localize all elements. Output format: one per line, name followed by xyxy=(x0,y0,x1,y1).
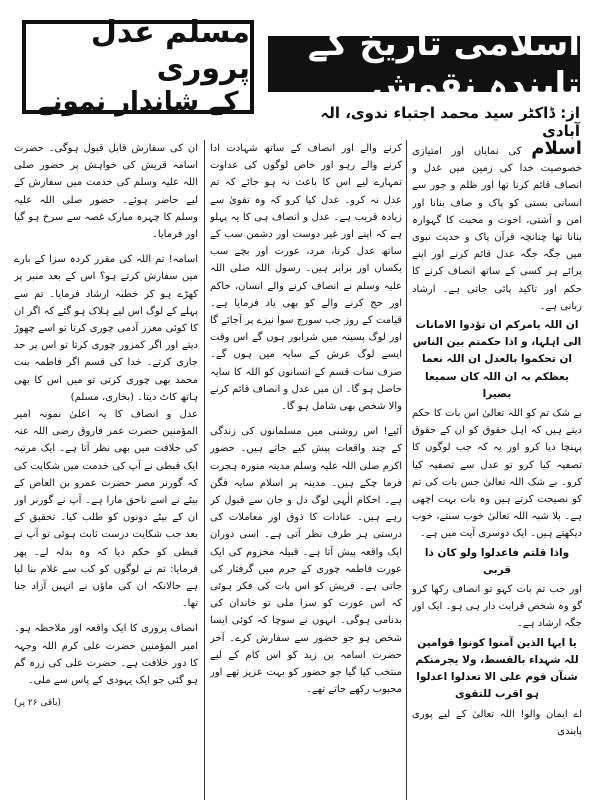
article-column-middle xyxy=(210,140,402,800)
paragraph: بے شک تم کو اللہ تعالیٰ اس بات کا حکم دیتے ہیں کہ اہل حقوق کو ان کے حقوق پہنچا دیا کرو اور یہ کہ جب لوگوں کا تصفیہ کیا کرو تو عدل سے تصفیہ کیا کرو۔ بے شک اللہ تعالیٰ جس بات کی تم کو نصیحت کرتے ہیں وہ بات بہت اچھی ہے۔ بلا شبہ اللہ تعالیٰ خوب سنتے، خوب دیکھتے ہیں۔ ایک دوسری آیت میں ہے۔ xyxy=(412,408,582,540)
article-column-left xyxy=(14,140,198,800)
paragraph: آئیے! اس روشنی میں مسلمانوں کی زندگی کے چند واقعات پیش کیے جاتے ہیں۔ حضور اکرم صلی اللہ علیہ وسلم مدینہ منورہ ہجرت فرما چکے ہیں۔ مدینہ پر اسلام سایہ فگن ہے۔ احکام الٰہی لوگ دل و جان سے قبول کر رہے ہیں۔ عبادات کا ذوق اور معاملات کی درستی ہر طرف نظر آتی ہے۔ اسی دوران ایک واقعہ پیش آتا ہے۔ قبیلہ مخزوم کی ایک عورت فاطمہ چوری کے جرم میں گرفتار کی جاتی ہے۔ قریش کو اس بات کی فکر ہوئی کہ اس عورت کو سزا ملی تو خاندان کی بدنامی ہوگی۔ انہوں نے سوچا کہ کوئی ایسا شخص ہو جو حضور سے سفارش کرے۔ آخر حضرت اسامہ بن زید کو اس کام کے لیے منتخب کیا گیا جو حضور کو بہت عزیز تھے اور محبوب رکھے جاتے تھے۔ xyxy=(210,426,402,696)
column-divider xyxy=(406,140,407,800)
article-column-right xyxy=(412,140,582,800)
paragraph: ان کی سفارش قابل قبول ہوگی۔ حضرت اسامہ قریش کی خواہش پر حضور صلی اللہ علیہ وسلم کی خدمت میں سفارش کے لیے حاضر ہوئے۔ حضور صلی اللہ علیہ وسلم کا چہرہ مبارک غصہ سے سرخ ہو گیا اور فرمایا۔ xyxy=(14,143,198,241)
paragraph-gap xyxy=(14,612,198,620)
banner-title: اسلامی تاریخ کے تابندہ نقوش xyxy=(268,36,580,92)
paragraph xyxy=(412,140,582,315)
author-byline: از: ڈاکٹر سید محمد اجتباء ندوی، الہ آبادی xyxy=(320,104,580,140)
paragraph: اور جب تم بات کہو تو انصاف رکھا کرو گو وہ شخص قرابت دار ہی ہو۔ ایک اور جگہ ارشاد ہے۔ xyxy=(412,584,582,630)
lead-word: اسلام xyxy=(531,140,582,159)
continued-note: (باقی ۲۶ پر) xyxy=(14,698,61,709)
paragraph: کرنے والے اور انصاف کے ساتھ شہادت ادا کرنے والے رہو اور خاص لوگوں کی عداوت تمہارے لیے اس کا باعث نہ ہو جائے کہ تم عدل نہ کرو۔ عدل کیا کرو کہ وہ تقویٰ سے زیادہ قریب ہے۔ عدل و انصاف ہی کا یہ پہلو ہے کہ اپنے اور غیر دوست اور دشمن سب کے ساتھ عدل کرنا، مرد، عورت اور بچے سب یکساں اور برابر ہیں۔ رسول اللہ صلی اللہ علیہ وسلم نے انصاف کرنے والے انسان، حاکم اور حج کرنے والے کو بھی یاد فرمایا ہے۔ قیامت کے روز جب سورج سوا نیزے پر آجائے گا اور لوگ پسینہ میں شرابور ہوں گے اس وقت ایسے لوگ عرش کے سایہ میں ہوں گے۔ صرف سات قسم کے انسانوں کو اللہ کا سایہ حاصل ہو گا۔ ان میں عدل و انصاف قائم کرنے والا شخص بھی شامل ہو گا۔ xyxy=(210,143,402,413)
quran-verse: ان اللہ یامرکم ان تؤدوا الامانات الی اہلہا، و اذا حکمتم بین الناس ان تحکموا بالعدل ان اللہ نعما یعظکم بہ ان اللہ کان سمیعا بصیرا xyxy=(412,319,582,400)
quran-verse: یا ایہا الذین آمنوا کونوا قوامین للہ شہداء بالقسط، ولا یجرمنکم شنآن قوم علی الا تعدلوا اعدلوا ہو اقرب للتقوی xyxy=(415,636,579,701)
paragraph-gap xyxy=(14,243,198,251)
paragraph: انصاف پروری کا ایک واقعہ اور ملاحظہ ہو۔ امیر المؤمنین حضرت علی کرم اللہ وجہہ کا دور خلافت ہے۔ حضرت علی کی زرہ گم ہو گئی جو ایک یہودی کے پاس سے ملی۔ xyxy=(14,623,198,687)
paragraph: عدل و انصاف کا یہ اعلیٰ نمونہ امیر المؤمنین حضرت عمر فاروق رضی اللہ عنہ کی خلافت میں بھی نظر آتا ہے۔ ایک مرتبہ ایک قبطی نے آپ کی خدمت میں شکایت کی کہ گورنر مصر حضرت عمرو بن العاص کے بیٹے نے اسے ناحق مارا ہے۔ آپ نے گورنر اور ان کے بیٹے دونوں کو طلب کیا۔ تحقیق کے بعد جب شکایت درست ثابت ہوئی تو آپ نے قبطی کو حکم دیا کہ وہ بدلہ لے۔ پھر فرمایا: تم نے لوگوں کو کب سے غلام بنا لیا ہے حالانکہ ان کی ماؤں نے انہیں آزاد جنا تھا۔ xyxy=(14,409,198,610)
boxed-title-line1: مسلم عدل پروری xyxy=(90,15,250,87)
paragraph-gap xyxy=(210,415,402,423)
column-divider xyxy=(204,140,205,800)
paragraph-text: کی نمایاں اور امتیازی خصوصیت خدا کی زمین میں عدل و انصاف قائم کرنا تھا اور ظلم و جور سے انسانی بستی کو پاک و صاف بنانا اور امن و آشتی، اخوت و محبت کا گہوارہ بنانا تھا چنانچہ قرآن پاک و حدیث نبوی میں جگہ جگہ عدل قائم کرنے اور اپنے پرائے ہر کسی کے ساتھ انصاف کرنے کا حکم اور تاکید پائی جاتی ہے۔ ارشاد ربانی ہے۔ xyxy=(412,146,582,312)
boxed-title-line2: کے شاندار نمونے xyxy=(37,87,239,118)
boxed-title xyxy=(22,15,254,118)
quran-verse: واذا قلتم فاعدلوا ولو کان ذا قربی xyxy=(424,546,570,576)
paragraph: اسامہ! تم اللہ کی مقرر کردہ سزا کے بارے میں سفارش کرتے ہو؟ اس کے بعد منبر پر کھڑے ہو کر خطبہ ارشاد فرمایا۔ تم سے پہلے کے لوگ اس لیے ہلاک ہو گئے کہ اگر ان کا کوئی معزز آدمی چوری کرتا تو اسے چھوڑ دیتے اور اگر کمزور چوری کرتا تو اس پر حد جاری کرتے۔ خدا کی قسم اگر فاطمہ بنت محمد بھی چوری کرتی تو میں اس کا بھی ہاتھ کاٹ دیتا۔ (بخاری، مسلم) xyxy=(14,254,198,403)
paragraph: اے ایمان والو! اللہ تعالیٰ کے لیے پوری پابندی xyxy=(412,708,582,737)
